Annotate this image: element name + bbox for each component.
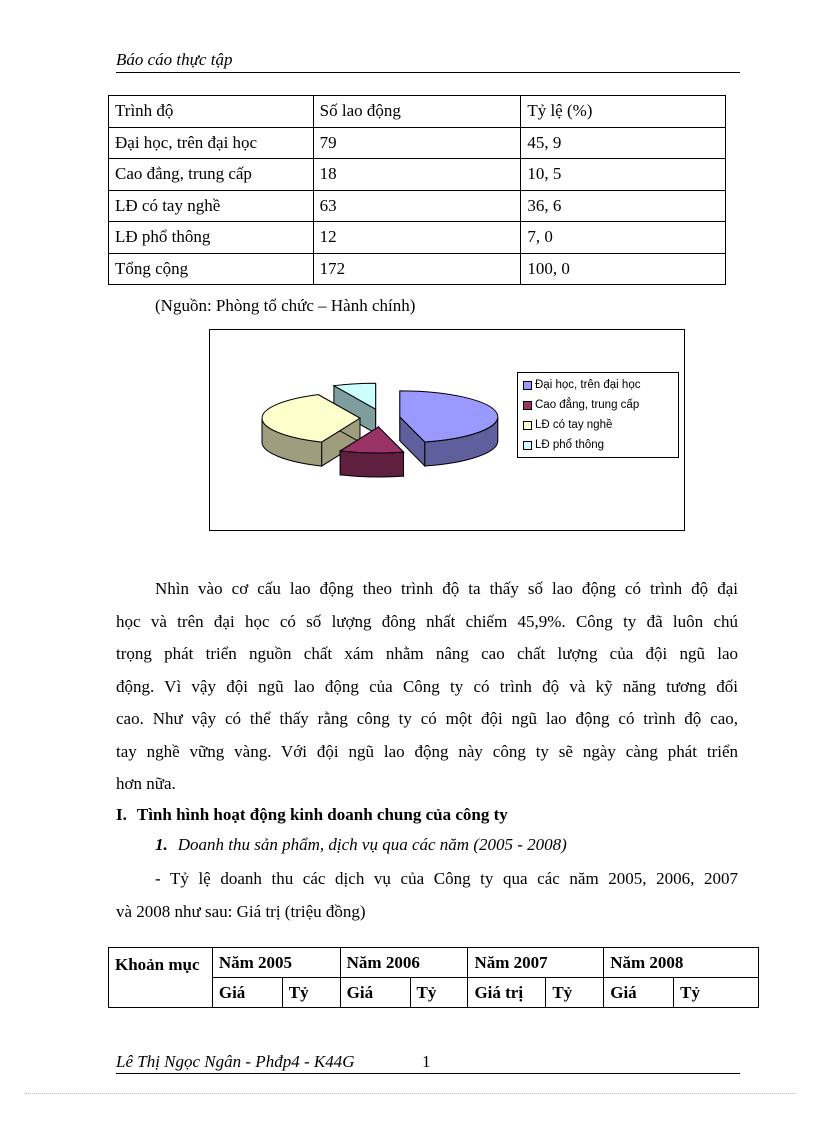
year-header: Năm 2005 xyxy=(212,948,340,978)
table-header-row xyxy=(109,96,726,128)
table-row xyxy=(109,253,726,285)
analysis-paragraph xyxy=(116,573,738,801)
revenue-intro xyxy=(116,863,738,928)
subheader-cell: Giá trị xyxy=(468,978,546,1008)
table-cell: 100, 0 xyxy=(521,253,726,285)
year-header: Năm 2006 xyxy=(340,948,468,978)
table-row xyxy=(109,222,726,254)
table-header-row xyxy=(109,948,759,978)
paragraph-line: động. Vì vậy đội ngũ lao động của Công ty có trình độ và kỹ năng tương đối xyxy=(116,676,738,696)
table-cell: 10, 5 xyxy=(521,159,726,191)
subheader-cell: Tỷ xyxy=(410,978,468,1008)
header-cell: Tỷ lệ (%) xyxy=(521,96,726,128)
paragraph-line: hơn nữa. xyxy=(116,774,176,793)
section-heading xyxy=(116,805,508,825)
footer-author: Lê Thị Ngọc Ngân - Phđp4 - K44G xyxy=(116,1052,355,1071)
subheader-cell: Giá xyxy=(604,978,674,1008)
table-cell: LĐ phổ thông xyxy=(109,222,314,254)
paragraph-line: học và trên đại học có số lượng đông nhất chiếm 45,9%. Công ty đã luôn chú xyxy=(116,611,738,631)
legend-item xyxy=(523,415,678,435)
header-cell: Trình độ xyxy=(109,96,314,128)
table-cell: 79 xyxy=(313,127,521,159)
header-cell: Khoản mục xyxy=(109,948,213,1008)
subheader-cell: Tỷ xyxy=(674,978,759,1008)
legend-label: LĐ có tay nghề xyxy=(535,419,613,431)
year-header: Năm 2008 xyxy=(604,948,759,978)
header-cell: Số lao động xyxy=(313,96,521,128)
table-row xyxy=(109,190,726,222)
table-cell: LĐ có tay nghề xyxy=(109,190,314,222)
table-cell: Tổng cộng xyxy=(109,253,314,285)
pie-slice xyxy=(400,391,498,466)
subheader-cell: Giá xyxy=(340,978,410,1008)
subsection-title: Doanh thu sản phẩm, dịch vụ qua các năm (2005 - 2008) xyxy=(177,835,567,854)
legend-swatch xyxy=(523,381,532,390)
subsection-heading xyxy=(155,835,567,855)
subheader-cell: Tỷ xyxy=(282,978,340,1008)
revenue-table xyxy=(108,947,759,1008)
paragraph-line: - Tỷ lệ doanh thu các dịch vụ của Công ty qua các năm 2005, 2006, 2007 xyxy=(155,869,738,888)
legend-swatch xyxy=(523,401,532,410)
legend-item xyxy=(523,375,678,395)
legend-label: Đại học, trên đại học xyxy=(535,379,641,391)
table-cell: Đại học, trên đại học xyxy=(109,127,314,159)
paragraph-line: và 2008 như sau: Giá trị (triệu đồng) xyxy=(116,901,366,921)
legend-item xyxy=(523,395,678,415)
labor-table xyxy=(108,95,726,285)
subsection-number: 1. xyxy=(155,835,168,854)
table-cell: Cao đẳng, trung cấp xyxy=(109,159,314,191)
section-number: I. xyxy=(116,805,127,824)
subheader-cell: Tỷ xyxy=(546,978,604,1008)
footer-rule xyxy=(116,1073,740,1074)
page-edge-dotted-line xyxy=(25,1093,795,1094)
subheader-cell: Giá xyxy=(212,978,282,1008)
table-cell: 12 xyxy=(313,222,521,254)
legend-swatch xyxy=(523,441,532,450)
year-header: Năm 2007 xyxy=(468,948,604,978)
page-header-title: Báo cáo thực tập xyxy=(116,50,233,69)
paragraph-line: tay nghề vững vàng. Với đội ngũ lao động này công ty sẽ ngày càng phát triển xyxy=(116,741,738,761)
table-cell: 36, 6 xyxy=(521,190,726,222)
table-cell: 45, 9 xyxy=(521,127,726,159)
table-cell: 63 xyxy=(313,190,521,222)
table-cell: 18 xyxy=(313,159,521,191)
pie-slice-wall xyxy=(340,451,403,477)
paragraph-line: Nhìn vào cơ cấu lao động theo trình độ ta thấy số lao động có trình độ đại xyxy=(155,579,738,598)
legend-swatch xyxy=(523,421,532,430)
legend-label: LĐ phổ thông xyxy=(535,439,605,451)
table-cell: 7, 0 xyxy=(521,222,726,254)
paragraph-line: trọng phát triển nguồn chất xám nhằm nâng cao chất lượng của đội ngũ lao xyxy=(116,644,738,663)
legend-item xyxy=(523,435,678,455)
source-note: (Nguồn: Phòng tổ chức – Hành chính) xyxy=(155,296,416,315)
legend-label: Cao đẳng, trung cấp xyxy=(535,399,640,411)
table-row xyxy=(109,127,726,159)
header-rule xyxy=(116,72,740,73)
paragraph-line: cao. Như vậy có thể thấy rằng công ty có một đội ngũ lao động có trình độ cao, xyxy=(116,709,738,728)
table-cell: 172 xyxy=(313,253,521,285)
page-number: 1 xyxy=(422,1052,431,1071)
table-row xyxy=(109,159,726,191)
chart-legend xyxy=(517,372,679,458)
section-title: Tình hình hoạt động kinh doanh chung của công ty xyxy=(136,805,508,824)
